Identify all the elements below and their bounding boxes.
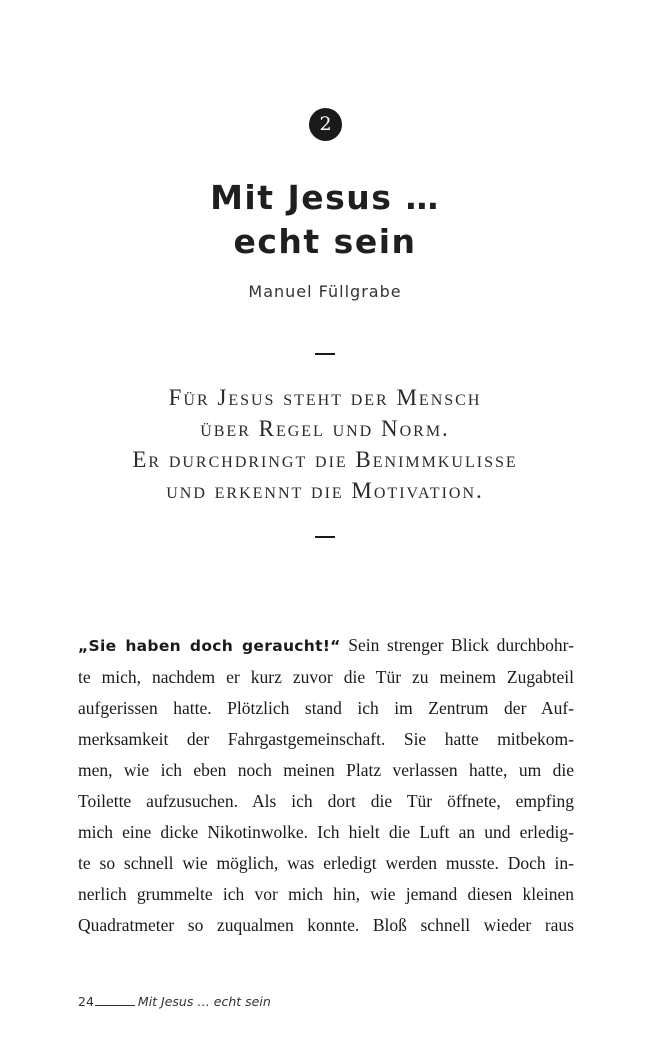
body-line: merksamkeit der Fahrgastgemeinschaft. Sie hatte mitbekom- xyxy=(78,729,574,749)
chapter-author: Manuel Füllgrabe xyxy=(248,282,402,301)
body-line: Quadratmeter so zuqualmen konnte. Bloß schnell wieder raus xyxy=(78,915,574,935)
divider-bottom xyxy=(315,536,335,538)
epigraph-line: Für Jesus steht der Mensch xyxy=(168,385,482,410)
body-line: Toilette aufzusuchen. Als ich dort die Tür öffnete, empfing xyxy=(78,791,574,811)
epigraph-line: Er durchdringt die Benimmkulisse xyxy=(132,447,518,472)
epigraph-line: über Regel und Norm. xyxy=(200,416,450,441)
body-text xyxy=(78,630,574,941)
body-line: mich eine dicke Nikotinwolke. Ich hielt die Luft an und erledig- xyxy=(78,822,574,842)
body-line: te so schnell wie möglich, was erledigt werden musste. Doch in- xyxy=(78,853,574,873)
lead-in-quote: „Sie haben doch geraucht!“ xyxy=(78,637,341,655)
body-line: te mich, nachdem er kurz zuvor die Tür zu meinem Zugabteil xyxy=(78,667,574,687)
body-line xyxy=(78,630,574,662)
epigraph xyxy=(0,382,650,506)
body-line: aufgerissen hatte. Plötzlich stand ich im Zentrum der Auf- xyxy=(78,698,574,718)
page-footer xyxy=(78,994,271,1009)
epigraph-line: und erkennt die Motivation. xyxy=(166,478,484,503)
running-title: Mit Jesus … echt sein xyxy=(137,994,271,1009)
divider-top xyxy=(315,353,335,355)
chapter-number-badge: 2 xyxy=(309,108,342,141)
chapter-title-line-2: echt sein xyxy=(233,222,417,261)
chapter-title-line-1: Mit Jesus … xyxy=(210,178,440,217)
body-line: men, wie ich eben noch meinen Platz verlassen hatte, um die xyxy=(78,760,574,780)
chapter-title xyxy=(0,176,650,264)
footer-rule xyxy=(95,1005,135,1006)
body-line-text: Sein strenger Blick durchbohr- xyxy=(340,635,574,655)
page-number: 24 xyxy=(78,994,94,1009)
body-line: nerlich grummelte ich vor mich hin, wie jemand diesen kleinen xyxy=(78,884,574,904)
